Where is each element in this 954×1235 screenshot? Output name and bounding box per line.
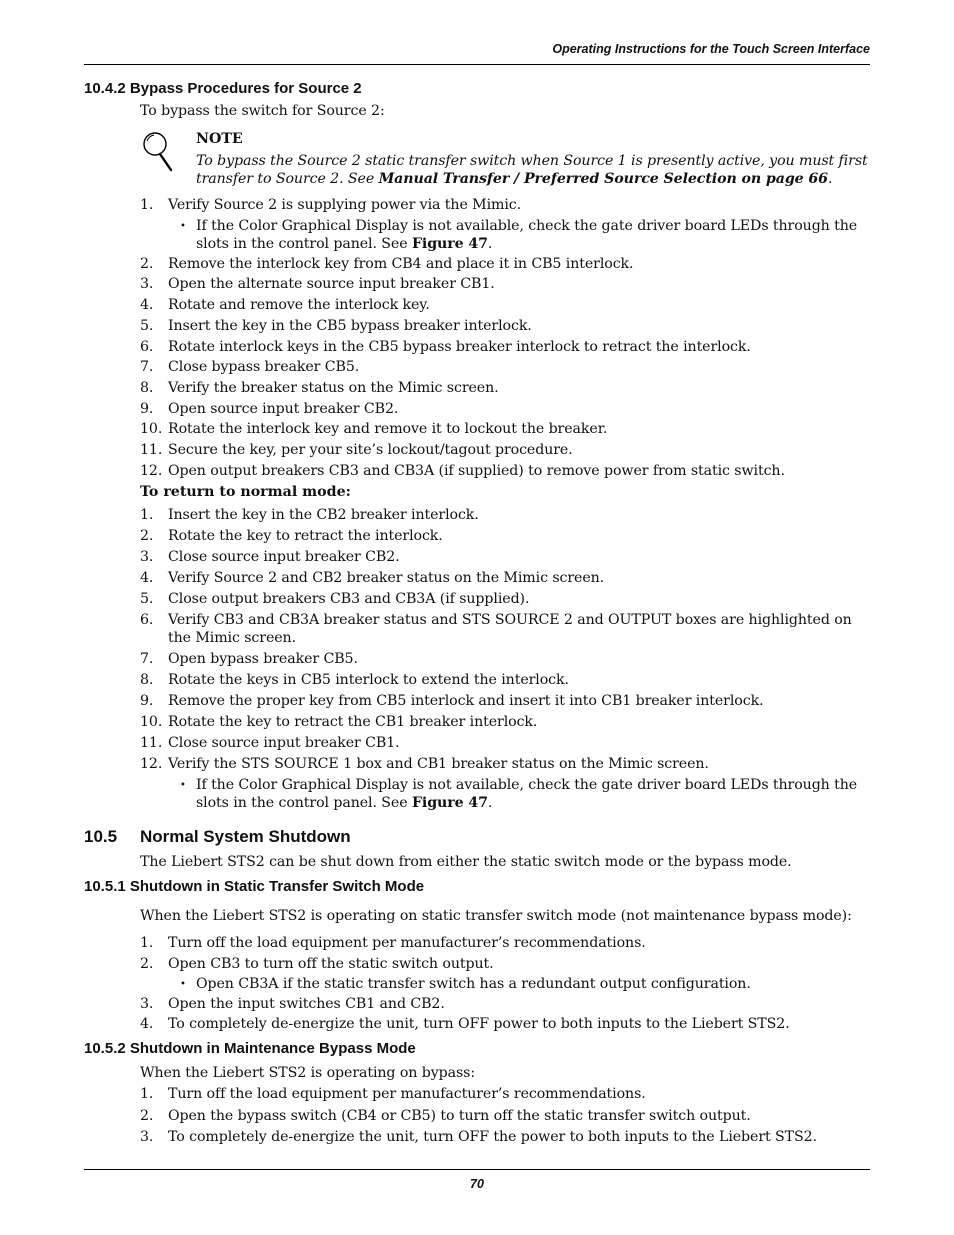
section-title: Shutdown in Maintenance Bypass Mode — [129, 1040, 416, 1057]
magnifier-note-icon — [140, 130, 174, 172]
list-item: 5. Insert the key in the CB5 bypass breaker interlock. — [140, 317, 870, 335]
list-item-text: Secure the key, per your site’s lockout/tagout procedure. — [168, 442, 573, 458]
list-item-text: Turn off the load equipment per manufacturer’s recommendations. — [168, 935, 646, 951]
footer-rule — [84, 1169, 870, 1170]
figure-reference: Figure 47 — [411, 795, 488, 811]
bullet-item — [180, 776, 870, 812]
section-intro: The Liebert STS2 can be shut down from either the static switch mode or the bypass mode. — [140, 854, 792, 870]
list-item: 11. Close source input breaker CB1. — [140, 734, 870, 752]
list-item-text: Verify the breaker status on the Mimic screen. — [168, 380, 499, 396]
section-intro: When the Liebert STS2 is operating on bypass: — [140, 1065, 475, 1081]
list-item: 10. Rotate the interlock key and remove it to lockout the breaker. — [140, 420, 870, 438]
section-intro: When the Liebert STS2 is operating on static transfer switch mode (not maintenance bypass mode): — [140, 908, 852, 924]
list-item: 9. Open source input breaker CB2. — [140, 400, 870, 418]
section-number: 10.5 — [84, 827, 118, 846]
list-item: 8. Rotate the keys in CB5 interlock to extend the interlock. — [140, 671, 870, 689]
list-item: 2. Open CB3 to turn off the static switch output. — [140, 955, 870, 973]
list-item-text: Remove the interlock key from CB4 and place it in CB5 interlock. — [168, 256, 634, 272]
list-item: 3. To completely de-energize the unit, turn OFF the power to both inputs to the Liebert STS2. — [140, 1128, 870, 1146]
bullet-text: If the Color Graphical Display is not available, check the gate driver board LEDs through the slots in the control panel. See — [196, 777, 858, 811]
list-item-text: Open the bypass switch (CB4 or CB5) to turn off the static transfer switch output. — [168, 1108, 751, 1124]
list-item-text: Turn off the load equipment per manufacturer’s recommendations. — [168, 1086, 646, 1102]
note-cross-reference: Manual Transfer / Preferred Source Selection on page 66 — [378, 171, 828, 187]
bullet-dot-icon: • — [180, 979, 186, 990]
note-text: To bypass the Source 2 static transfer switch when Source 1 is presently active, you must first transfer to Source 2. See — [196, 153, 868, 187]
list-item-text: Remove the proper key from CB5 interlock and insert it into CB1 breaker interlock. — [168, 693, 764, 709]
list-item-text: Rotate and remove the interlock key. — [168, 297, 430, 313]
list-item: 4. Rotate and remove the interlock key. — [140, 296, 870, 314]
list-item-text: Verify Source 2 is supplying power via the Mimic. — [168, 197, 522, 213]
figure-reference: Figure 47 — [411, 236, 488, 252]
section-number: 10.5.2 — [84, 1040, 126, 1057]
bullet-dot-icon: • — [180, 221, 186, 232]
list-item: 5. Close output breakers CB3 and CB3A (if supplied). — [140, 590, 870, 608]
section-number: 10.5.1 — [84, 878, 126, 895]
list-item: 10. Rotate the key to retract the CB1 breaker interlock. — [140, 713, 870, 731]
list-item-text: Close source input breaker CB1. — [168, 735, 400, 751]
list-item: 12. Open output breakers CB3 and CB3A (if supplied) to remove power from static switch. — [140, 462, 870, 480]
section-heading-10-5-1 — [84, 878, 424, 895]
section-heading-10-5-2 — [84, 1040, 416, 1057]
list-item-text: Rotate the key to retract the interlock. — [168, 528, 443, 544]
bullet-item — [180, 975, 870, 993]
list-item: 2. Remove the interlock key from CB4 and place it in CB5 interlock. — [140, 255, 870, 273]
note-end: . — [827, 171, 833, 187]
list-item-text: Open source input breaker CB2. — [168, 401, 399, 417]
list-item-text: Rotate the interlock key and remove it to lockout the breaker. — [168, 421, 608, 437]
running-header: Operating Instructions for the Touch Screen Interface — [552, 42, 870, 56]
list-item: 2. Rotate the key to retract the interlock. — [140, 527, 870, 545]
list-item: 8. Verify the breaker status on the Mimic screen. — [140, 379, 870, 397]
list-item: 7. Open bypass breaker CB5. — [140, 650, 870, 668]
page-number: 70 — [470, 1177, 484, 1191]
list-item: 1. Turn off the load equipment per manufacturer’s recommendations. — [140, 1085, 870, 1103]
header-rule — [84, 64, 870, 65]
list-item: 4. To completely de-energize the unit, turn OFF power to both inputs to the Liebert STS2. — [140, 1015, 870, 1033]
bullet-end: . — [487, 236, 493, 252]
list-item-text: Verify Source 2 and CB2 breaker status on the Mimic screen. — [168, 570, 605, 586]
list-item: 3. Open the alternate source input breaker CB1. — [140, 275, 870, 293]
bullet-end: . — [487, 795, 493, 811]
list-item-text: Open output breakers CB3 and CB3A (if supplied) to remove power from static switch. — [168, 463, 785, 479]
list-item-text: Open CB3 to turn off the static switch output. — [168, 956, 494, 972]
section-number: 10.4.2 — [84, 80, 126, 97]
list-item: 11. Secure the key, per your site’s lockout/tagout procedure. — [140, 441, 870, 459]
return-heading: To return to normal mode: — [140, 484, 351, 500]
list-item: 3. Open the input switches CB1 and CB2. — [140, 995, 870, 1013]
note-title: NOTE — [196, 131, 243, 147]
list-item-text: Rotate the keys in CB5 interlock to extend the interlock. — [168, 672, 569, 688]
bullet-text: Open CB3A if the static transfer switch has a redundant output configuration. — [196, 976, 751, 992]
list-item: 4. Verify Source 2 and CB2 breaker status on the Mimic screen. — [140, 569, 870, 587]
list-item-text: Open the input switches CB1 and CB2. — [168, 996, 445, 1012]
list-item: 1. Insert the key in the CB2 breaker interlock. — [140, 506, 870, 524]
list-item-text: Rotate interlock keys in the CB5 bypass breaker interlock to retract the interlock. — [168, 339, 751, 355]
list-item-text: Verify the STS SOURCE 1 box and CB1 breaker status on the Mimic screen. — [168, 756, 709, 772]
list-item-text: Close output breakers CB3 and CB3A (if supplied). — [168, 591, 530, 607]
list-item: 6. Rotate interlock keys in the CB5 bypass breaker interlock to retract the interlock. — [140, 338, 870, 356]
list-item: 9. Remove the proper key from CB5 interlock and insert it into CB1 breaker interlock. — [140, 692, 870, 710]
section-intro: To bypass the switch for Source 2: — [140, 103, 385, 119]
list-item-text: Insert the key in the CB5 bypass breaker interlock. — [168, 318, 532, 334]
list-item: 7. Close bypass breaker CB5. — [140, 358, 870, 376]
list-item-text: To completely de-energize the unit, turn OFF the power to both inputs to the Liebert STS2. — [168, 1129, 817, 1145]
list-item: 3. Close source input breaker CB2. — [140, 548, 870, 566]
section-heading-10-5 — [84, 827, 351, 847]
section-heading-10-4-2 — [84, 80, 362, 97]
list-item: 1. Turn off the load equipment per manufacturer’s recommendations. — [140, 934, 870, 952]
bullet-dot-icon: • — [180, 780, 186, 791]
list-item-text: Insert the key in the CB2 breaker interlock. — [168, 507, 479, 523]
section-title: Normal System Shutdown — [140, 827, 351, 846]
list-item: 2. Open the bypass switch (CB4 or CB5) to turn off the static transfer switch output. — [140, 1107, 870, 1125]
list-item: 12. Verify the STS SOURCE 1 box and CB1 breaker status on the Mimic screen. — [140, 755, 870, 773]
bullet-item — [180, 217, 870, 253]
section-title: Shutdown in Static Transfer Switch Mode — [129, 878, 425, 895]
bullet-text: If the Color Graphical Display is not available, check the gate driver board LEDs through the slots in the control panel. See — [196, 218, 858, 252]
list-item-text: Close bypass breaker CB5. — [168, 359, 360, 375]
list-item-text: Open bypass breaker CB5. — [168, 651, 358, 667]
list-item-text: To completely de-energize the unit, turn OFF power to both inputs to the Liebert STS2. — [168, 1016, 790, 1032]
list-item: 1. Verify Source 2 is supplying power via the Mimic. — [140, 196, 870, 214]
section-title: Bypass Procedures for Source 2 — [129, 80, 362, 97]
note-body — [196, 152, 870, 188]
list-item-text: Verify CB3 and CB3A breaker status and STS SOURCE 2 and OUTPUT boxes are highlighted on the Mimic screen. — [168, 612, 852, 646]
list-item-text: Open the alternate source input breaker CB1. — [168, 276, 495, 292]
list-item-text: Rotate the key to retract the CB1 breaker interlock. — [168, 714, 538, 730]
list-item-text: Close source input breaker CB2. — [168, 549, 400, 565]
list-item: 6. Verify CB3 and CB3A breaker status and STS SOURCE 2 and OUTPUT boxes are highlighted on the Mimic screen. — [140, 611, 870, 647]
